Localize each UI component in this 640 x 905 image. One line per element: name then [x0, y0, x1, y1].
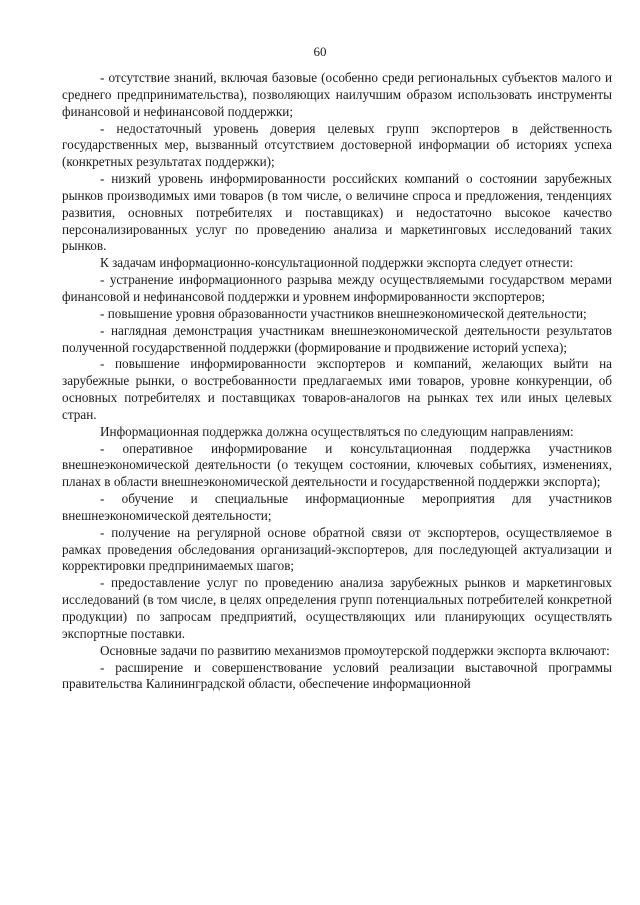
paragraph: К задачам информационно-консультационной поддержки экспорта следует отнести: [100, 255, 574, 271]
paragraph: - устранение информационного разрыва между осуществляемыми государством мерами финансовой и нефинансовой поддержки и уровнем информированности экспортеров; [62, 272, 612, 304]
paragraph: - получение на регулярной основе обратной связи от экспортеров, осуществляемое в рамках проведения обследования организаций-экспортеров, для последующей актуализации и корректировки предпринимаемых шагов; [62, 524, 612, 574]
paragraph: Основные задачи по развитию механизмов промоутерской поддержки экспорта включают: [100, 642, 610, 658]
paragraph: - расширение и совершенствование условий реализации выставочной программы правительства Калининградской области, обеспечение информационной [62, 659, 612, 692]
page-number: 60 [313, 44, 327, 59]
document-body [62, 70, 612, 693]
paragraph: Информационная поддержка должна осуществляться по следующим направлениям: [100, 423, 574, 439]
paragraph: - повышение информированности экспортеров и компаний, желающих выйти на зарубежные рынки, о востребованности предлагаемых ими товаров, уровне конкуренции, об основных потребителях и поставщиках товаров-аналогов на рынках тех или иных целевых стран. [62, 356, 612, 422]
paragraph: - обучение и специальные информационные мероприятия для участников внешнеэкономической деятельности; [62, 491, 612, 523]
paragraph: - низкий уровень информированности российских компаний о состоянии зарубежных рынков производимых ими товаров (в том числе, о величине спроса и предложения, тенденциях развития, основных потребителях и поставщиках) и недостаточно высокое качество персонализированных услуг по проведению анализа и маркетинговых исследований таких рынков. [62, 171, 612, 254]
paragraph: - предоставление услуг по проведению анализа зарубежных рынков и маркетинговых исследований (в том числе, в целях определения групп потенциальных потребителей конкретной продукции) по запросам предприятий, осуществляющих или планирующих осуществлять экспортные поставки. [62, 575, 612, 641]
paragraph: - недостаточный уровень доверия целевых групп экспортеров в действенность государственных мер, вызванный отсутствием достоверной информации об историях успеха (конкретных результатах поддержки); [62, 120, 612, 170]
paragraph: - повышение уровня образованности участников внешнеэкономической деятельности; [100, 305, 587, 321]
paragraph: - отсутствие знаний, включая базовые (особенно среди региональных субъектов малого и среднего предпринимательства), позволяющих наилучшим образом использовать инструменты финансовой и нефинансовой поддержки; [62, 70, 612, 119]
paragraph: - наглядная демонстрация участникам внешнеэкономической деятельности результатов полученной государственной поддержки (формирование и продвижение историй успеха); [62, 322, 612, 355]
paragraph: - оперативное информирование и консультационная поддержка участников внешнеэкономической деятельности (о текущем состоянии, ключевых событиях, изменениях, планах в области внешнеэкономической деятельности и государственной поддержки экспорта); [62, 440, 612, 490]
